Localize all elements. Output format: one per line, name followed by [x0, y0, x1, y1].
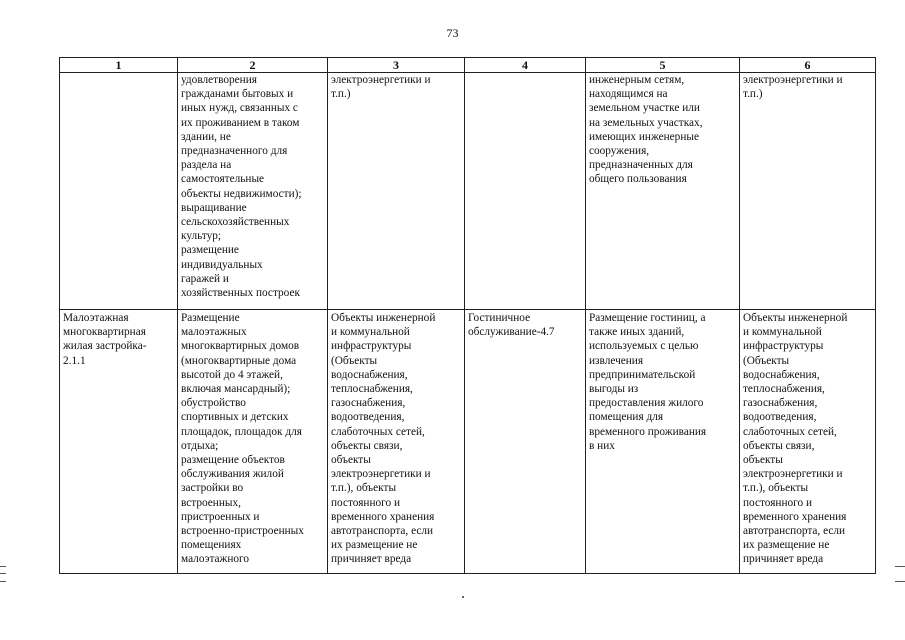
- column-header: 6: [740, 58, 876, 73]
- table-cell: электроэнергетики и т.п.): [328, 73, 465, 310]
- table-row: [60, 310, 876, 574]
- table-cell: удовлетворения гражданами бытовых и иных нужд, связанных с их проживанием в таком здании, не предназначенного для раздела на самостоятельные объекты недвижимости); выращивание сельскохозяйственных культур; размещение индивидуальных гаражей и хозяйственных построек: [178, 73, 328, 310]
- column-header: 5: [586, 58, 740, 73]
- table-row: [60, 73, 876, 310]
- table-cell: Объекты инженерной и коммунальной инфраструктуры (Объекты водоснабжения, теплоснабжения, газоснабжения, водоотведения, слаботочных сетей, объекты связи, объекты электроэнергетики и т.п.), объекты постоянного и временного хранения автотранспорта, если их размещение не причиняет вреда: [740, 310, 876, 574]
- table-cell: [465, 73, 586, 310]
- scan-edge-mark: [0, 566, 6, 582]
- table-cell: Размещение гостиниц, а также иных зданий, используемых с целью извлечения предпринимательской выгоды из предоставления жилого помещения для временного проживания в них: [586, 310, 740, 574]
- table-cell: [60, 73, 178, 310]
- table-cell: Объекты инженерной и коммунальной инфраструктуры (Объекты водоснабжения, теплоснабжения, газоснабжения, водоотведения, слаботочных сетей, объекты связи, объекты электроэнергетики и т.п.), объекты постоянного и временного хранения автотранспорта, если их размещение не причиняет вреда: [328, 310, 465, 574]
- column-header: 2: [178, 58, 328, 73]
- column-header: 1: [60, 58, 178, 73]
- table-cell: Малоэтажная многоквартирная жилая застройка- 2.1.1: [60, 310, 178, 574]
- page-number: 73: [446, 26, 459, 40]
- table-cell: инженерным сетям, находящимся на земельном участке или на земельных участках, имеющих инженерные сооружения, предназначенных для общего пользования: [586, 73, 740, 310]
- scan-edge-mark: [895, 566, 905, 582]
- land-use-table: [59, 57, 876, 574]
- table-header-row: [60, 58, 876, 73]
- scan-speck: [462, 596, 464, 598]
- column-header: 4: [465, 58, 586, 73]
- table-cell: Размещение малоэтажных многоквартирных домов (многоквартирные дома высотой до 4 этажей, включая мансардный); обустройство спортивных и детских площадок, площадок для отдыха; размещение объектов обслуживания жилой застройки во встроенных, пристроенных и встроенно-пристроенных помещениях малоэтажного: [178, 310, 328, 574]
- table-cell: электроэнергетики и т.п.): [740, 73, 876, 310]
- table-cell: Гостиничное обслуживание-4.7: [465, 310, 586, 574]
- column-header: 3: [328, 58, 465, 73]
